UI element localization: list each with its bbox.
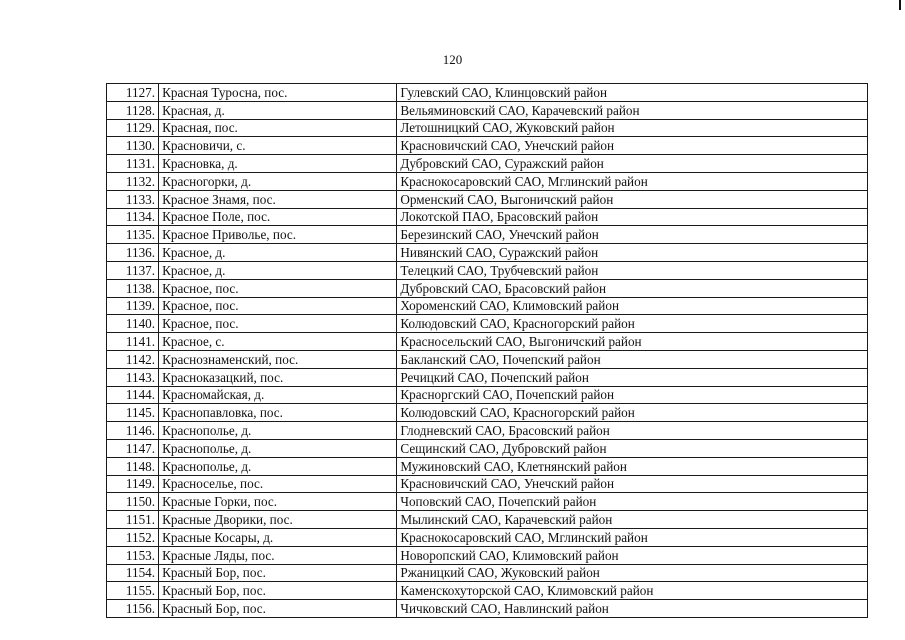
settlement-name-cell: Красная Туросна, пос. — [159, 84, 397, 102]
row-number-cell: 1147. — [107, 439, 159, 457]
table-row — [107, 137, 868, 155]
district-cell: Красносельский САО, Выгоничский район — [397, 333, 868, 351]
settlement-name-cell: Красные Дворики, пос. — [159, 511, 397, 529]
district-cell: Березинский САО, Унечский район — [397, 226, 868, 244]
district-cell: Дубровский САО, Брасовский район — [397, 279, 868, 297]
row-number-cell: 1155. — [107, 582, 159, 600]
row-number-cell: 1144. — [107, 386, 159, 404]
settlement-name-cell: Красное, пос. — [159, 297, 397, 315]
district-cell: Речицкий САО, Почепский район — [397, 368, 868, 386]
district-cell: Гулевский САО, Клинцовский район — [397, 84, 868, 102]
table-row — [107, 546, 868, 564]
page-number: 120 — [442, 52, 463, 67]
row-number-cell: 1150. — [107, 493, 159, 511]
settlement-name-cell: Красное, с. — [159, 333, 397, 351]
settlements-table-body — [107, 84, 868, 618]
district-cell: Красновичский САО, Унечский район — [397, 137, 868, 155]
table-row — [107, 119, 868, 137]
district-cell: Орменский САО, Выгоничский район — [397, 190, 868, 208]
row-number-cell: 1134. — [107, 208, 159, 226]
settlement-name-cell: Красновка, д. — [159, 155, 397, 173]
settlement-name-cell: Краснопавловка, пос. — [159, 404, 397, 422]
page-edge-mark — [899, 0, 901, 10]
settlement-name-cell: Красное, д. — [159, 244, 397, 262]
district-cell: Красновичский САО, Унечский район — [397, 475, 868, 493]
table-row — [107, 244, 868, 262]
district-cell: Новоропский САО, Климовский район — [397, 546, 868, 564]
row-number-cell: 1152. — [107, 528, 159, 546]
row-number-cell: 1148. — [107, 457, 159, 475]
settlement-name-cell: Красновичи, с. — [159, 137, 397, 155]
row-number-cell: 1133. — [107, 190, 159, 208]
settlement-name-cell: Красное Знамя, пос. — [159, 190, 397, 208]
table-row — [107, 422, 868, 440]
district-cell: Летошницкий САО, Жуковский район — [397, 119, 868, 137]
table-row — [107, 457, 868, 475]
row-number-cell: 1153. — [107, 546, 159, 564]
table-row — [107, 333, 868, 351]
table-row — [107, 439, 868, 457]
settlement-name-cell: Красная, д. — [159, 101, 397, 119]
settlement-name-cell: Краснополье, д. — [159, 422, 397, 440]
row-number-cell: 1145. — [107, 404, 159, 422]
district-cell: Колюдовский САО, Красногорский район — [397, 404, 868, 422]
table-row — [107, 564, 868, 582]
row-number-cell: 1142. — [107, 350, 159, 368]
table-row — [107, 475, 868, 493]
settlement-name-cell: Красное, д. — [159, 261, 397, 279]
settlement-name-cell: Краснознаменский, пос. — [159, 350, 397, 368]
district-cell: Нивянский САО, Суражский район — [397, 244, 868, 262]
table-row — [107, 208, 868, 226]
row-number-cell: 1141. — [107, 333, 159, 351]
row-number-cell: 1143. — [107, 368, 159, 386]
settlement-name-cell: Красноселье, пос. — [159, 475, 397, 493]
table-row — [107, 101, 868, 119]
row-number-cell: 1154. — [107, 564, 159, 582]
district-cell: Колюдовский САО, Красногорский район — [397, 315, 868, 333]
row-number-cell: 1135. — [107, 226, 159, 244]
table-row — [107, 261, 868, 279]
row-number-cell: 1137. — [107, 261, 159, 279]
row-number-cell: 1136. — [107, 244, 159, 262]
settlement-name-cell: Красный Бор, пос. — [159, 582, 397, 600]
row-number-cell: 1129. — [107, 119, 159, 137]
settlement-name-cell: Красноказацкий, пос. — [159, 368, 397, 386]
settlement-name-cell: Красное, пос. — [159, 279, 397, 297]
row-number-cell: 1139. — [107, 297, 159, 315]
district-cell: Мужиновский САО, Клетнянский район — [397, 457, 868, 475]
table-row — [107, 279, 868, 297]
table-row — [107, 368, 868, 386]
district-cell: Красноргский САО, Почепский район — [397, 386, 868, 404]
settlement-name-cell: Красное Поле, пос. — [159, 208, 397, 226]
row-number-cell: 1146. — [107, 422, 159, 440]
district-cell: Каменскохуторской САО, Климовский район — [397, 582, 868, 600]
table-row — [107, 84, 868, 102]
district-cell: Хороменский САО, Климовский район — [397, 297, 868, 315]
table-row — [107, 582, 868, 600]
table-row — [107, 600, 868, 618]
table-row — [107, 350, 868, 368]
settlement-name-cell: Красные Ляды, пос. — [159, 546, 397, 564]
district-cell: Вельяминовский САО, Карачевский район — [397, 101, 868, 119]
table-row — [107, 172, 868, 190]
row-number-cell: 1131. — [107, 155, 159, 173]
table-row — [107, 155, 868, 173]
settlement-name-cell: Красная, пос. — [159, 119, 397, 137]
district-cell: Ржаницкий САО, Жуковский район — [397, 564, 868, 582]
row-number-cell: 1156. — [107, 600, 159, 618]
table-row — [107, 190, 868, 208]
settlement-name-cell: Краснополье, д. — [159, 439, 397, 457]
settlement-name-cell: Краснополье, д. — [159, 457, 397, 475]
row-number-cell: 1149. — [107, 475, 159, 493]
table-row — [107, 493, 868, 511]
settlement-name-cell: Красное Приволье, пос. — [159, 226, 397, 244]
table-row — [107, 404, 868, 422]
settlement-name-cell: Красный Бор, пос. — [159, 564, 397, 582]
table-row — [107, 315, 868, 333]
district-cell: Мылинский САО, Карачевский район — [397, 511, 868, 529]
settlement-name-cell: Красные Горки, пос. — [159, 493, 397, 511]
district-cell: Дубровский САО, Суражский район — [397, 155, 868, 173]
district-cell: Чоповский САО, Почепский район — [397, 493, 868, 511]
row-number-cell: 1127. — [107, 84, 159, 102]
row-number-cell: 1138. — [107, 279, 159, 297]
district-cell: Локотской ПАО, Брасовский район — [397, 208, 868, 226]
table-row — [107, 297, 868, 315]
table-row — [107, 511, 868, 529]
row-number-cell: 1140. — [107, 315, 159, 333]
row-number-cell: 1151. — [107, 511, 159, 529]
table-row — [107, 226, 868, 244]
district-cell: Чичковский САО, Навлинский район — [397, 600, 868, 618]
row-number-cell: 1130. — [107, 137, 159, 155]
row-number-cell: 1132. — [107, 172, 159, 190]
district-cell: Глодневский САО, Брасовский район — [397, 422, 868, 440]
district-cell: Краснокосаровский САО, Мглинский район — [397, 172, 868, 190]
table-row — [107, 386, 868, 404]
table-row — [107, 528, 868, 546]
settlement-name-cell: Красномайская, д. — [159, 386, 397, 404]
settlement-name-cell: Красное, пос. — [159, 315, 397, 333]
settlements-table — [106, 83, 868, 618]
district-cell: Телецкий САО, Трубчевский район — [397, 261, 868, 279]
district-cell: Бакланский САО, Почепский район — [397, 350, 868, 368]
settlement-name-cell: Красные Косары, д. — [159, 528, 397, 546]
district-cell: Сещинский САО, Дубровский район — [397, 439, 868, 457]
settlement-name-cell: Красногорки, д. — [159, 172, 397, 190]
district-cell: Краснокосаровский САО, Мглинский район — [397, 528, 868, 546]
row-number-cell: 1128. — [107, 101, 159, 119]
settlement-name-cell: Красный Бор, пос. — [159, 600, 397, 618]
